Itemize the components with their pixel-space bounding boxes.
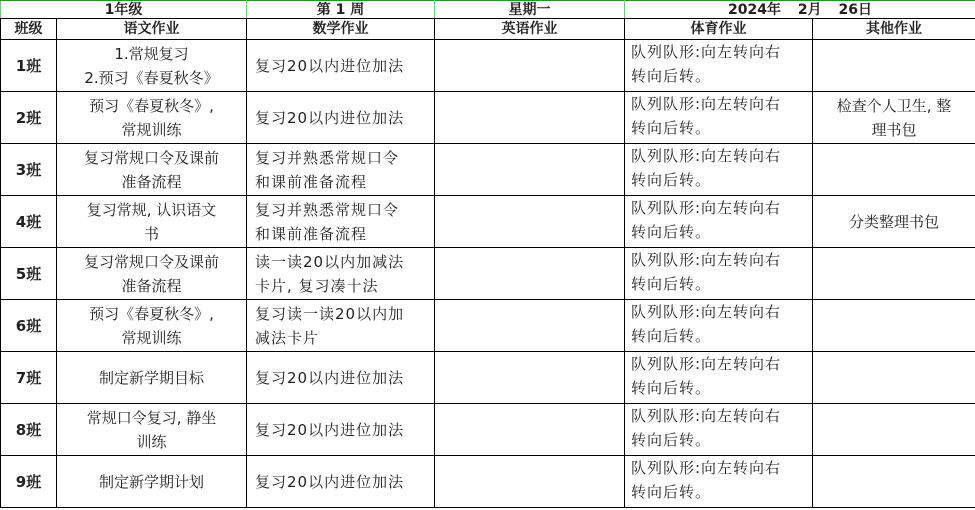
chinese-cell[interactable]: [57, 404, 247, 456]
english-cell[interactable]: [435, 92, 625, 144]
chinese-cell-line: 预习《春夏秋冬》,: [89, 96, 214, 115]
chinese-cell[interactable]: [57, 144, 247, 196]
other-cell-line: 理书包: [871, 120, 917, 139]
col-header-math[interactable]: 数学作业: [247, 19, 435, 40]
pe-cell-line: 队列队形:向左转向右: [631, 303, 782, 321]
math-cell[interactable]: [247, 456, 435, 508]
table-row: [1, 40, 975, 92]
math-cell[interactable]: [247, 300, 435, 352]
pe-cell-line: 队列队形:向左转向右: [631, 199, 782, 217]
chinese-cell-line: 2.预习《春夏秋冬》: [84, 68, 219, 87]
chinese-cell-line: 常规训练: [121, 328, 182, 347]
pe-cell[interactable]: [625, 248, 813, 300]
pe-cell[interactable]: [625, 92, 813, 144]
chinese-cell-line: 复习常规口令及课前: [83, 148, 219, 167]
col-header-english[interactable]: 英语作业: [435, 19, 625, 40]
other-cell[interactable]: [813, 92, 975, 144]
pe-cell-line: 转向后转。: [631, 275, 712, 293]
pe-cell-line: 队列队形:向左转向右: [631, 95, 782, 113]
other-cell[interactable]: [813, 456, 975, 508]
other-cell-line: 检查个人卫生, 整: [836, 96, 952, 115]
pe-cell-line: 转向后转。: [631, 379, 712, 397]
pe-cell-line: 队列队形:向左转向右: [631, 407, 782, 425]
math-cell[interactable]: [247, 144, 435, 196]
english-cell[interactable]: [435, 352, 625, 404]
date-day: 26日: [838, 1, 872, 18]
math-cell-line: 减法卡片: [255, 328, 320, 347]
pe-cell-line: 转向后转。: [631, 431, 712, 449]
math-cell[interactable]: [247, 404, 435, 456]
date-month: 2月: [797, 1, 822, 18]
math-cell-line: 和课前准备流程: [255, 172, 368, 191]
col-header-chinese[interactable]: 语文作业: [57, 19, 247, 40]
class-cell[interactable]: 6班: [1, 300, 57, 352]
pe-cell[interactable]: [625, 300, 813, 352]
column-header-row: [1, 19, 975, 40]
pe-cell-line: 队列队形:向左转向右: [631, 459, 782, 477]
other-cell[interactable]: [813, 248, 975, 300]
english-cell[interactable]: [435, 248, 625, 300]
pe-cell-line: 转向后转。: [631, 483, 712, 501]
other-cell[interactable]: [813, 40, 975, 92]
chinese-cell[interactable]: [57, 248, 247, 300]
math-cell-line: 读一读20以内加减法: [255, 252, 405, 271]
chinese-cell-line: 准备流程: [121, 172, 182, 191]
class-cell[interactable]: 2班: [1, 92, 57, 144]
math-cell[interactable]: [247, 92, 435, 144]
table-row: [1, 248, 975, 300]
class-cell[interactable]: 1班: [1, 40, 57, 92]
math-cell-line: 复习20以内进位加法: [255, 472, 405, 491]
grade-cell[interactable]: 1年级: [1, 1, 247, 19]
pe-cell-line: 转向后转。: [631, 327, 712, 345]
table-row: [1, 300, 975, 352]
class-cell[interactable]: 5班: [1, 248, 57, 300]
pe-cell-line: 队列队形:向左转向右: [631, 43, 782, 61]
pe-cell-line: 队列队形:向左转向右: [631, 147, 782, 165]
english-cell[interactable]: [435, 196, 625, 248]
class-cell[interactable]: 3班: [1, 144, 57, 196]
math-cell-line: 复习并熟悉常规口令: [255, 200, 400, 219]
chinese-cell-line: 制定新学期计划: [98, 472, 204, 491]
pe-cell-line: 队列队形:向左转向右: [631, 355, 782, 373]
english-cell[interactable]: [435, 40, 625, 92]
math-cell-line: 复习并熟悉常规口令: [255, 148, 400, 167]
chinese-cell-line: 复习常规口令及课前: [83, 252, 219, 271]
chinese-cell[interactable]: [57, 456, 247, 508]
pe-cell[interactable]: [625, 144, 813, 196]
col-header-other[interactable]: 其他作业: [813, 19, 975, 40]
math-cell-line: 复习20以内进位加法: [255, 108, 405, 127]
date-cell[interactable]: [625, 1, 975, 19]
other-cell[interactable]: [813, 144, 975, 196]
math-cell-line: 复习20以内进位加法: [255, 56, 405, 75]
weekday-cell[interactable]: 星期一: [435, 1, 625, 19]
chinese-cell[interactable]: [57, 92, 247, 144]
other-cell[interactable]: [813, 300, 975, 352]
math-cell[interactable]: [247, 352, 435, 404]
chinese-cell-line: 准备流程: [121, 276, 182, 295]
table-row: [1, 196, 975, 248]
chinese-cell-line: 复习常规, 认识语文: [86, 200, 217, 219]
math-cell-line: 卡片, 复习凑十法: [255, 276, 379, 295]
english-cell[interactable]: [435, 404, 625, 456]
math-cell[interactable]: [247, 196, 435, 248]
pe-cell-line: 转向后转。: [631, 67, 712, 85]
pe-cell[interactable]: [625, 456, 813, 508]
chinese-cell-line: 书: [143, 224, 159, 243]
chinese-cell-line: 常规口令复习, 静坐: [86, 408, 217, 427]
pe-cell[interactable]: [625, 196, 813, 248]
table-row: [1, 456, 975, 508]
pe-cell[interactable]: [625, 40, 813, 92]
math-cell[interactable]: [247, 248, 435, 300]
table-row: [1, 92, 975, 144]
chinese-cell[interactable]: [57, 40, 247, 92]
class-cell[interactable]: 9班: [1, 456, 57, 508]
col-header-pe[interactable]: 体育作业: [625, 19, 813, 40]
chinese-cell-line: 常规训练: [121, 120, 182, 139]
date-year: 2024年: [728, 1, 781, 18]
math-cell-line: 复习20以内进位加法: [255, 420, 405, 439]
math-cell-line: 复习读一读20以内加: [255, 304, 405, 323]
other-cell-line: 分类整理书包: [849, 212, 940, 231]
math-cell-line: 复习20以内进位加法: [255, 368, 405, 387]
table-row: [1, 352, 975, 404]
other-cell[interactable]: [813, 352, 975, 404]
english-cell[interactable]: [435, 144, 625, 196]
math-cell[interactable]: [247, 40, 435, 92]
chinese-cell[interactable]: [57, 352, 247, 404]
table-row: [1, 144, 975, 196]
title-row: [1, 1, 975, 19]
pe-cell[interactable]: [625, 352, 813, 404]
week-cell[interactable]: 第 1 周: [247, 1, 435, 19]
class-cell[interactable]: 7班: [1, 352, 57, 404]
chinese-cell[interactable]: [57, 300, 247, 352]
math-cell-line: 和课前准备流程: [255, 224, 368, 243]
pe-cell-line: 转向后转。: [631, 171, 712, 189]
english-cell[interactable]: [435, 456, 625, 508]
pe-cell-line: 队列队形:向左转向右: [631, 251, 782, 269]
chinese-cell-line: 预习《春夏秋冬》,: [89, 304, 214, 323]
pe-cell[interactable]: [625, 404, 813, 456]
chinese-cell-line: 训练: [136, 432, 167, 451]
pe-cell-line: 转向后转。: [631, 223, 712, 241]
other-cell[interactable]: [813, 404, 975, 456]
class-cell[interactable]: 4班: [1, 196, 57, 248]
english-cell[interactable]: [435, 300, 625, 352]
class-cell[interactable]: 8班: [1, 404, 57, 456]
chinese-cell-line: 制定新学期目标: [98, 368, 204, 387]
col-header-class[interactable]: 班级: [1, 19, 57, 40]
chinese-cell[interactable]: [57, 196, 247, 248]
chinese-cell-line: 1.常规复习: [114, 44, 189, 63]
pe-cell-line: 转向后转。: [631, 119, 712, 137]
other-cell[interactable]: [813, 196, 975, 248]
table-row: [1, 404, 975, 456]
